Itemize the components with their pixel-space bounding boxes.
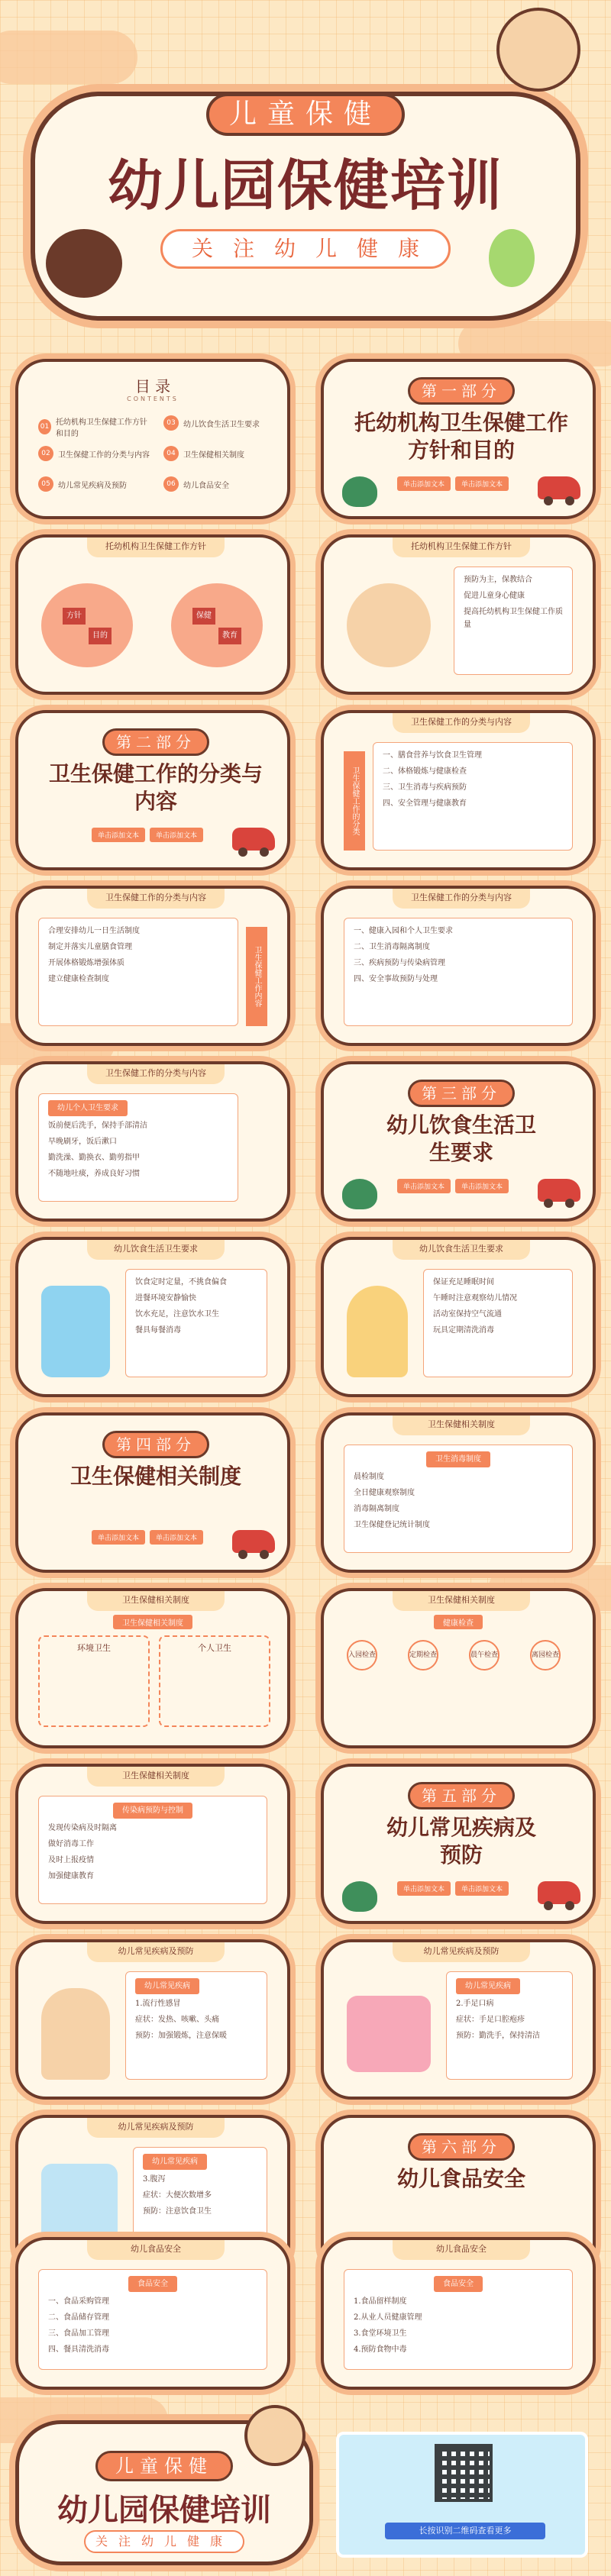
toc-item[interactable] [163, 446, 278, 461]
slide-text [344, 2269, 573, 2370]
section-slide-2 [15, 710, 290, 870]
text-line: 三、卫生消毒与疾病预防 [383, 783, 467, 792]
slide-s5r [321, 1237, 596, 1397]
text-line: 促进儿童身心健康 [464, 592, 525, 600]
qr-label: 长按识别二维码查看更多 [385, 2523, 545, 2539]
text-line: 症状：发热、咳嗽、头痛 [135, 2016, 219, 2024]
tag: 单击添加文本 [92, 1530, 145, 1545]
slide-subheading: 幼儿个人卫生要求 [48, 1100, 128, 1116]
toc-slide [15, 359, 290, 519]
tag: 单击添加文本 [455, 1179, 509, 1193]
slide-text [38, 1796, 267, 1904]
toc-label: 卫生保健相关制度 [183, 450, 244, 460]
text-line: 开展体格锻炼增强体质 [48, 959, 124, 967]
bear-icon [46, 229, 122, 298]
section-tags [92, 1530, 203, 1545]
slide-s6r [321, 1412, 596, 1573]
column-title: 环境卫生 [77, 1643, 111, 1653]
slide-text [125, 1269, 267, 1377]
hero-subtitle: 关注幼儿健康 [160, 229, 451, 269]
slide-s9r [321, 1939, 596, 2100]
text-line: 饮水充足，注意饮水卫生 [135, 1310, 219, 1319]
text-line: 活动室保持空气流通 [433, 1310, 502, 1319]
slide-text [38, 2269, 267, 2370]
slide-subheading: 卫生保健相关制度 [113, 1615, 192, 1629]
slide-s3l [15, 886, 290, 1046]
toc-num: 05 [38, 476, 53, 492]
balloon-icon [489, 229, 535, 287]
text-line: 症状：大便次数增多 [143, 2191, 212, 2200]
tag: 单击添加文本 [150, 828, 203, 842]
toc-num: 02 [38, 446, 53, 461]
toc-num: 01 [38, 419, 51, 434]
toc-num: 04 [163, 446, 179, 461]
slide-text [454, 567, 573, 675]
text-line: 1.流行性感冒 [135, 2000, 181, 2008]
side-label: 卫生保健工作的分类 [344, 751, 365, 851]
toc-subtitle: CONTENTS [127, 395, 179, 402]
slide-text [38, 1093, 238, 1202]
slide-tab: 卫生保健工作的分类与内容 [87, 1064, 225, 1084]
slide-tab: 卫生保健相关制度 [87, 1591, 225, 1611]
text-line: 二、体格锻炼与健康检查 [383, 767, 467, 776]
car-icon [232, 828, 275, 851]
toc-label: 托幼机构卫生保健工作方针和目的 [55, 418, 147, 438]
text-line: 不随地吐痰，养成良好习惯 [48, 1170, 140, 1178]
toc-item[interactable] [38, 415, 153, 438]
child-in-bed-icon [347, 1996, 431, 2072]
circle-cell: 晨午检查 [469, 1640, 499, 1671]
slide-subheading: 幼儿常见疾病 [143, 2154, 207, 2170]
section-pill: 第四部分 [102, 1431, 209, 1458]
slide-subheading: 食品安全 [128, 2276, 177, 2292]
text-line: 饭前便后洗手，保持手部清洁 [48, 1122, 147, 1130]
text-line: 预防：加强锻炼，注意保暖 [135, 2032, 227, 2040]
car-icon [232, 1530, 275, 1553]
bubble-shape [171, 583, 263, 667]
text-line: 合理安排幼儿一日生活制度 [48, 927, 140, 935]
slide-tab: 卫生保健工作的分类与内容 [393, 889, 530, 909]
toc-title: 目 录 [134, 377, 171, 395]
slide-tab: 卫生保健工作的分类与内容 [393, 713, 530, 733]
page-title: 幼儿园保健培训 [107, 153, 503, 218]
slide-tab: 幼儿食品安全 [87, 2240, 225, 2260]
section-pill: 第六部分 [408, 2133, 515, 2161]
tree-icon [342, 1179, 377, 1209]
section-tags [397, 476, 509, 491]
circle-cell: 定期检查 [408, 1640, 438, 1671]
text-line: 早晚刷牙，饭后漱口 [48, 1138, 117, 1146]
text-line: 三、疾病预防与传染病管理 [354, 959, 445, 967]
section-pill: 第五部分 [408, 1782, 515, 1809]
slide-tab: 幼儿常见疾病及预防 [87, 2118, 225, 2138]
text-line: 餐具每餐消毒 [135, 1326, 181, 1335]
text-line: 制定并落实儿童膳食管理 [48, 943, 132, 951]
slide-tab: 卫生保健工作的分类与内容 [87, 889, 225, 909]
text-line: 预防：注意饮食卫生 [143, 2207, 212, 2216]
text-line: 三、食品加工管理 [48, 2329, 109, 2338]
bubble-tag: 目的 [89, 628, 112, 644]
text-line: 及时上报疫情 [48, 1856, 94, 1864]
slide-tab: 卫生保健相关制度 [393, 1416, 530, 1435]
bubble-tag: 保健 [192, 608, 215, 625]
slide-subheading: 健康检查 [434, 1615, 483, 1629]
text-line: 做好消毒工作 [48, 1840, 94, 1848]
slide-tab: 托幼机构卫生保健工作方针 [87, 537, 225, 557]
text-line: 四、安全管理与健康教育 [383, 799, 467, 808]
slide-s1l [15, 534, 290, 695]
sick-child-icon [41, 1988, 110, 2080]
tag: 单击添加文本 [397, 1881, 451, 1896]
text-line: 加强健康教育 [48, 1872, 94, 1880]
tree-icon [342, 1881, 377, 1912]
toc-item[interactable] [38, 476, 153, 492]
text-line: 2.从业人员健康管理 [354, 2313, 422, 2322]
bubble-tag: 教育 [218, 628, 241, 644]
tag: 单击添加文本 [455, 1881, 509, 1896]
slide-text [344, 1445, 573, 1553]
text-line: 提高托幼机构卫生保健工作质量 [464, 608, 563, 629]
text-line: 二、食品储存管理 [48, 2313, 109, 2322]
slide-text [423, 1269, 573, 1377]
text-line: 一、膳食营养与饮食卫生管理 [383, 751, 482, 760]
text-line: 勤洗澡、勤换衣、勤剪指甲 [48, 1154, 140, 1162]
section-pill: 第二部分 [102, 728, 209, 756]
toc-label: 卫生保健工作的分类与内容 [58, 450, 150, 460]
slide-text [125, 1971, 267, 2080]
slide-tab: 卫生保健相关制度 [393, 1591, 530, 1611]
text-line: 3.腹泻 [143, 2175, 166, 2184]
text-line: 二、卫生消毒隔离制度 [354, 943, 430, 951]
hand-sanitizer-icon [41, 1286, 110, 1377]
hero-badge: 儿童保健 [206, 93, 405, 136]
slide-text [373, 742, 573, 851]
footer-title: 幼儿园保健培训 [57, 2492, 271, 2528]
column-box [38, 1635, 150, 1727]
text-line: 四、餐具清洗消毒 [48, 2345, 109, 2354]
column-title: 个人卫生 [198, 1643, 231, 1653]
section-title: 卫生保健工作的分类与内容 [48, 761, 263, 814]
slide-subheading: 食品安全 [434, 2276, 483, 2292]
toc-num: 06 [163, 476, 179, 492]
text-line: 进餐环境安静愉快 [135, 1294, 196, 1303]
text-line: 晨检制度 [354, 1473, 384, 1481]
slide-s7l [15, 1588, 290, 1748]
tree-icon [342, 476, 377, 507]
toc-label: 幼儿饮食生活卫生要求 [183, 420, 260, 429]
car-icon [538, 476, 580, 499]
slide-subheading: 幼儿常见疾病 [456, 1978, 520, 1994]
tag: 单击添加文本 [92, 828, 145, 842]
slide-subheading: 幼儿常见疾病 [135, 1978, 199, 1994]
slide-tab: 幼儿饮食生活卫生要求 [393, 1240, 530, 1260]
slide-text [446, 1971, 573, 2080]
text-line: 消毒隔离制度 [354, 1505, 399, 1513]
text-line: 一、食品采购管理 [48, 2297, 109, 2306]
section-tags [397, 1179, 509, 1193]
children-illustration [347, 583, 431, 667]
section-slide-3 [321, 1061, 596, 1222]
toc-item[interactable] [38, 446, 153, 461]
text-line: 1.食品留样制度 [354, 2297, 407, 2306]
text-line: 3.食堂环境卫生 [354, 2329, 407, 2338]
slide-s8l [15, 1764, 290, 1924]
text-line: 保证充足睡眠时间 [433, 1278, 494, 1286]
section-pill: 第一部分 [408, 377, 515, 405]
slide-text [344, 918, 573, 1026]
text-line: 卫生保健登记统计制度 [354, 1521, 430, 1529]
text-line: 建立健康检查制度 [48, 975, 109, 983]
tag: 单击添加文本 [397, 476, 451, 491]
toc-label: 幼儿食品安全 [183, 481, 229, 490]
slide-tab: 幼儿食品安全 [393, 2240, 530, 2260]
bubble-tag: 方针 [63, 608, 86, 625]
slide-subheading: 传染病预防与控制 [113, 1803, 192, 1819]
text-line: 症状：手足口腔疱疹 [456, 2016, 525, 2024]
slide-tab: 幼儿常见疾病及预防 [393, 1942, 530, 1962]
bubble-shape [41, 583, 133, 667]
text-line: 4.预防食物中毒 [354, 2345, 407, 2354]
text-line: 一、健康入园和个人卫生要求 [354, 927, 453, 935]
text-line: 四、安全事故预防与处理 [354, 975, 438, 983]
slide-s3r [321, 886, 596, 1046]
slide-s11l [15, 2237, 290, 2390]
slide-tab: 托幼机构卫生保健工作方针 [393, 537, 530, 557]
toc-item[interactable] [163, 476, 278, 492]
cloud-decoration [0, 31, 137, 84]
slide-s11r [321, 2237, 596, 2390]
section-title: 托幼机构卫生保健工作方针和目的 [354, 410, 568, 463]
section-title: 幼儿食品安全 [396, 2166, 525, 2191]
girl-cleaning-icon [347, 1286, 408, 1377]
text-line: 发现传染病及时隔离 [48, 1824, 117, 1832]
section-slide-4 [15, 1412, 290, 1573]
slide-s4l [15, 1061, 290, 1222]
child-graduate-icon [496, 8, 580, 92]
toc-num: 03 [163, 415, 179, 431]
text-line: 预防为主，保教结合 [464, 576, 532, 584]
text-line: 午睡时注意观察幼儿情况 [433, 1294, 517, 1303]
toc-item[interactable] [163, 415, 278, 431]
slide-s9l [15, 1939, 290, 2100]
circle-cell: 入园检查 [347, 1640, 377, 1671]
column-box [159, 1635, 270, 1727]
car-icon [538, 1179, 580, 1202]
section-slide-5 [321, 1764, 596, 1924]
slide-tab: 幼儿常见疾病及预防 [87, 1942, 225, 1962]
slide-s5l [15, 1237, 290, 1397]
slide-s2r [321, 710, 596, 870]
slide-tab: 卫生保健相关制度 [87, 1767, 225, 1787]
footer-badge: 儿童保健 [95, 2451, 233, 2481]
text-line: 预防：勤洗手，保持清洁 [456, 2032, 540, 2040]
slide-s7r [321, 1588, 596, 1748]
qr-card [336, 2432, 588, 2558]
slide-s1r [321, 534, 596, 695]
car-icon [538, 1881, 580, 1904]
side-label: 卫生保健工作内容 [246, 927, 267, 1026]
tag: 单击添加文本 [455, 476, 509, 491]
text-line: 饮食定时定量，不挑食偏食 [135, 1278, 227, 1286]
tag: 单击添加文本 [397, 1179, 451, 1193]
child-graduate-icon [244, 2405, 306, 2466]
slide-tab: 幼儿饮食生活卫生要求 [87, 1240, 225, 1260]
section-slide-1 [321, 359, 596, 519]
section-pill: 第三部分 [408, 1080, 515, 1107]
footer-subtitle: 关注幼儿健康 [84, 2530, 244, 2553]
tag: 单击添加文本 [150, 1530, 203, 1545]
slide-subheading: 卫生消毒制度 [426, 1451, 490, 1467]
text-line: 全日健康观察制度 [354, 1489, 415, 1497]
slide-text [38, 918, 238, 1026]
qr-code[interactable] [435, 2444, 493, 2502]
text-line: 2.手足口病 [456, 2000, 494, 2008]
toc-label: 幼儿常见疾病及预防 [58, 481, 127, 490]
section-title: 幼儿常见疾病及预防 [386, 1815, 536, 1867]
text-line: 玩具定期清洗消毒 [433, 1326, 494, 1335]
circle-cell: 离园检查 [530, 1640, 561, 1671]
section-title: 卫生保健相关制度 [70, 1464, 241, 1489]
section-tags [397, 1881, 509, 1896]
section-tags [92, 828, 203, 842]
section-title: 幼儿饮食生活卫生要求 [386, 1112, 536, 1165]
